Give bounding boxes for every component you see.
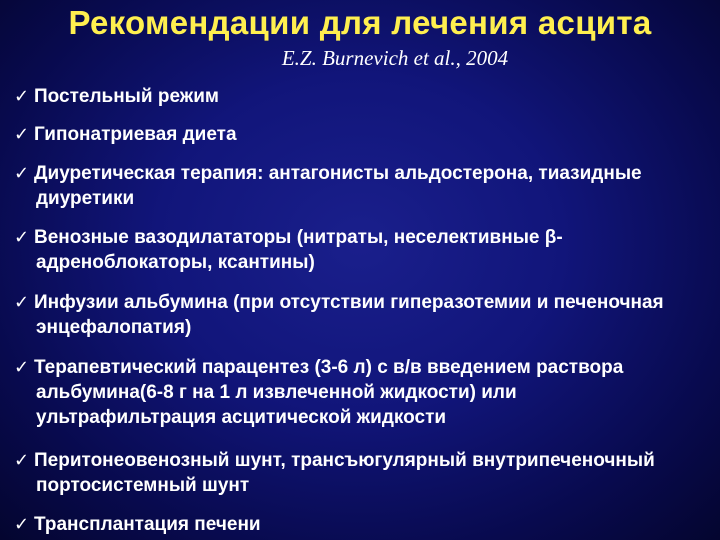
checkmark-icon: ✓	[14, 124, 30, 145]
citation: E.Z. Burnevich et al., 2004	[281, 46, 509, 70]
item-text-continued: портосистемный шунт	[36, 475, 250, 496]
item-text: Перитонеовенозный шунт, трансъюгулярный внутрипеченочный	[34, 450, 655, 471]
checkmark-icon: ✓	[14, 450, 30, 471]
checkmark-icon: ✓	[14, 163, 30, 184]
checkmark-icon: ✓	[14, 292, 30, 313]
item-text-continued: альбумина(6-8 г на 1 л извлеченной жидкости) или	[36, 382, 517, 403]
list-item	[14, 512, 704, 537]
item-text: Инфузии альбумина (при отсутствии гиперазотемии и печеночная	[34, 292, 664, 313]
list-item	[14, 225, 704, 275]
item-text: Терапевтический парацентез (3-6 л) с в/в введением раствора	[34, 357, 624, 378]
checkmark-icon: ✓	[14, 227, 30, 248]
list-item	[14, 122, 704, 147]
checkmark-icon: ✓	[14, 514, 30, 535]
item-text-continued: энцефалопатия)	[36, 317, 192, 338]
item-text-continued: диуретики	[36, 188, 135, 209]
checkmark-icon: ✓	[14, 357, 30, 378]
item-text: Диуретическая терапия: антагонисты альдостерона, тиазидные	[34, 163, 642, 184]
checkmark-icon: ✓	[14, 86, 30, 107]
list-item	[14, 355, 704, 430]
item-text-continued: ультрафильтрация асцитической жидкости	[36, 407, 447, 428]
list-item	[14, 290, 704, 340]
item-text: Постельный режим	[34, 86, 219, 107]
list-item	[14, 161, 704, 211]
item-text: Гипонатриевая диета	[34, 124, 237, 145]
list-item	[14, 84, 704, 109]
item-text: Трансплантация печени	[34, 514, 261, 535]
item-text-continued: адреноблокаторы, ксантины)	[36, 252, 315, 273]
slide-title: Рекомендации для лечения асцита	[68, 4, 652, 41]
item-text: Венозные вазодилататоры (нитраты, неселективные β-	[34, 227, 563, 248]
list-item	[14, 448, 704, 498]
